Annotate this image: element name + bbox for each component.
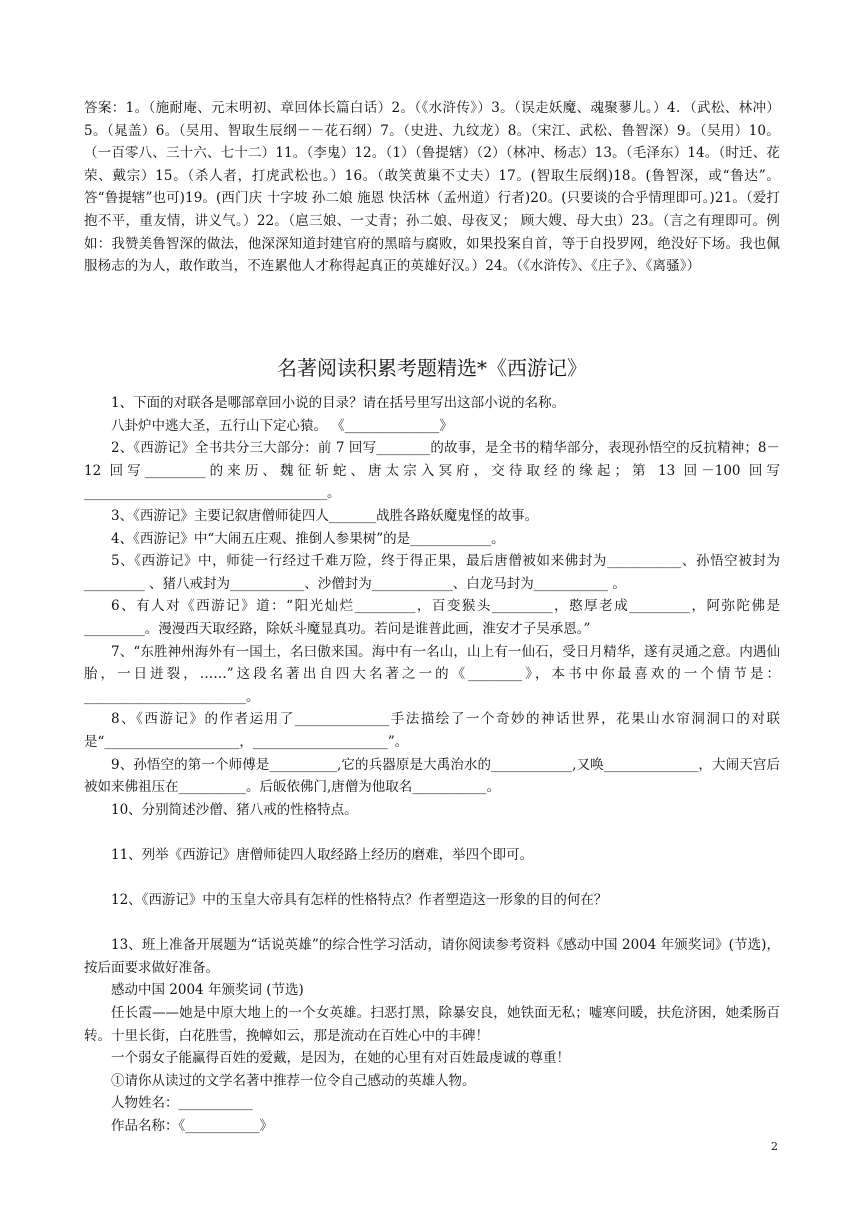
reference-paragraph-1: 任长霞——她是中原大地上的一个女英雄。扫恶打黑，除暴安良，她铁面无私；嘘寒问暖，扶危济困，她柔肠百转。十里长街，白花胜雪，挽幛如云，那是流动在百姓心中的丰碑！ — [84, 1005, 780, 1044]
answer-key-paragraph: 答案：1。（施耐庵、元末明初、章回体长篇白话）2。（《水浒传》）3。（误走妖魔、魂聚蓼儿。）4．（武松、林冲）5。（晁盖）6。（吴用、智取生辰纲－－花石纲）7。（史进、九纹龙）8。（宋江、武松、鲁智深）9。（吴用）10。（一百零八、三十六、七十二）11。（李鬼）12。（1）（鲁提辖）（2）（林冲、杨志）13。（毛泽东）14。（时迁、花荣、戴宗）15。（杀人者，打虎武松也。）16。（敢笑黄巢不丈夫）17。(智取生辰纲)18。(鲁智深，或“鲁达”。答“鲁提辖”也可)19。(西门庆 十字坡 孙二娘 施恩 快活林（孟州道）行者)20。(只要谈的合乎情理即可。)21。（爱打抱不平，重友情，讲义气。）22。（扈三娘、一丈青；孙二娘、母夜叉； 顾大嫂、母大虫）23。（言之有理即可。例如：我赞美鲁智深的做法，他深深知道封建官府的黑暗与腐败，如果投案自首，等于自投罗网，绝没好下场。我也佩服杨志的为人，敢作敢当，不连累他人才称得起真正的英雄好汉。）24。（《水浒传》、《庄子》、《离骚》） — [84, 100, 780, 275]
question-12: 12、《西游记》中的玉皇大帝具有怎样的性格特点？作者塑造这一形象的目的何在？ — [111, 892, 608, 909]
question-5: 5、《西游记》中，师徒一行经过千难万险，终于得正果，最后唐僧被如来佛封为___________、孙悟空被封为_________ 、猪八戒封为___________、沙僧封为____________、白龙马封为___________ 。 — [84, 553, 780, 592]
question-7: 7、“东胜神州海外有一国土，名曰傲来国。海中有一名山，山上有一仙石，受日月精华，遂有灵通之意。内遇仙胎，一日迸裂，……”这段名著出自四大名著之一的《________》，本书中你最喜欢的一个情节是：________________________。 — [84, 643, 780, 705]
reference-heading: 感动中国 2004 年颁奖词 (节选) — [111, 982, 304, 999]
question-11: 11、列举《西游记》唐僧师徒四人取经路上经历的磨难，举四个即可。 — [111, 846, 534, 863]
work-title-line: 作品名称：《___________》 — [111, 1118, 273, 1134]
question-9: 9、孙悟空的第一个师傅是__________,它的兵器原是大禹治水的____________,又唤______________，大闹天宫后被如来佛祖压在__________。后皈依佛门,唐僧为他取名___________。 — [84, 756, 780, 796]
question-8: 8、《西游记》的作者运用了______________手法描绘了一个奇妙的神话世界，花果山水帘洞洞口的对联是“____________________，____________________”。 — [84, 711, 780, 750]
question-1: 1、下面的对联各是哪部章回小说的目录？请在括号里写出这部小说的名称。 — [111, 395, 566, 411]
section-title: 名著阅读积累考题精选*《西游记》 — [277, 356, 587, 380]
question-3: 3、《西游记》主要记叙唐僧师徒四人_______战胜各路妖魔鬼怪的故事。 — [111, 507, 539, 524]
question-list — [84, 392, 780, 1138]
reference-paragraph-2: 一个弱女子能赢得百姓的爱戴，是因为，在她的心里有对百姓最虔诚的尊重！ — [111, 1050, 570, 1067]
question-13: 13、班上准备开展题为“话说英雄”的综合性学习活动，请你阅读参考资料《感动中国 2004 年颁奖词》(节选)，按后面要求做好准备。 — [84, 937, 780, 976]
character-name-line: 人物姓名：___________ — [111, 1095, 253, 1112]
page-number: 2 — [771, 1140, 778, 1153]
question-13-task: ①请你从读过的文学名著中推荐一位令自己感动的英雄人物。 — [111, 1072, 476, 1089]
question-1-couplet: 八卦炉中逃大圣，五行山下定心猿。 《______________》 — [111, 417, 453, 434]
question-6: 6、有人对《西游记》道：“阳光灿烂_________，百变猴头_________，憨厚老成_________，阿弥陀佛是_________。漫漫西天取经路，除妖斗魔显真功。若问是谁普此画，淮安才子吴承恩。” — [84, 598, 780, 637]
question-10: 10、分别简述沙僧、猪八戒的性格特点。 — [111, 801, 358, 818]
question-4: 4、《西游记》中“大闹五庄观、推倒人参果树”的是____________。 — [111, 530, 505, 547]
question-2: 2、《西游记》全书共分三大部分：前 7 回写________的故事，是全书的精华部分，表现孙悟空的反抗精神；8－12 回写_________的来历、魏征斩蛇、唐太宗入冥府，交待取经的缘起；第 13 回－100 回写____________________________________。 — [84, 440, 780, 502]
